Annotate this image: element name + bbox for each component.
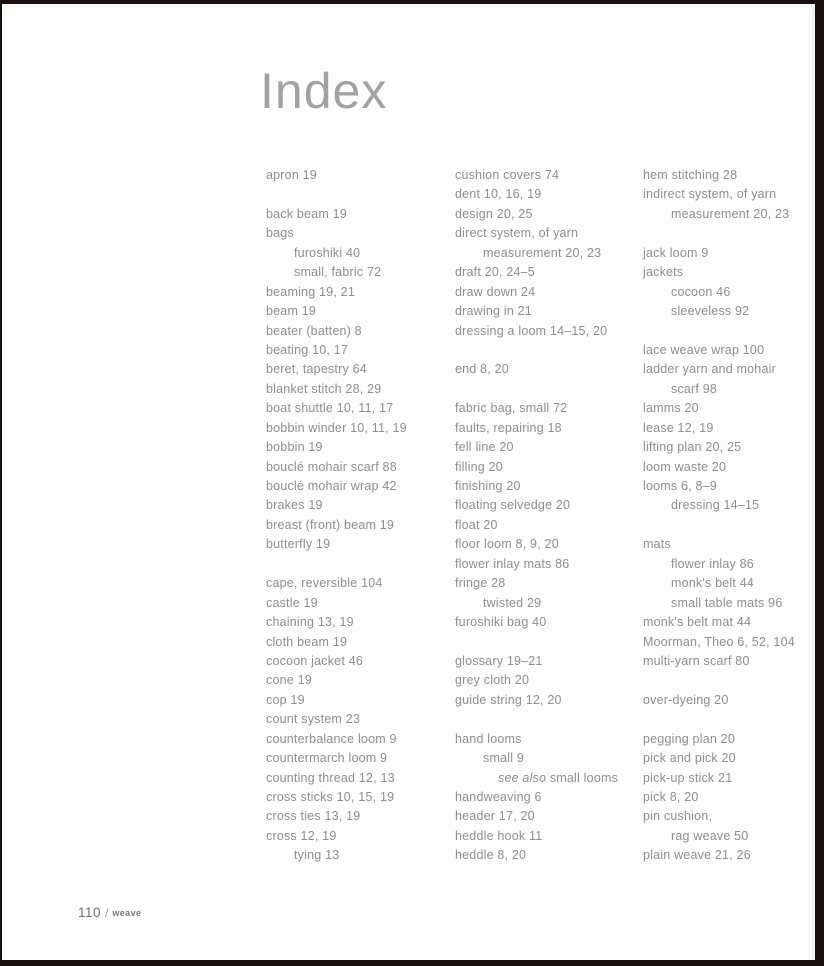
blank-line: [455, 380, 641, 399]
index-entry: pick and pick 20: [643, 751, 736, 766]
blank-line: [643, 322, 824, 341]
index-entry: cop 19: [266, 692, 305, 707]
index-entry: hand looms: [455, 731, 522, 746]
index-entry: pegging plan 20: [643, 731, 735, 746]
index-entry: heddle 8, 20: [455, 848, 527, 863]
index-column: [643, 166, 824, 866]
index-entry: furoshiki bag 40: [455, 615, 547, 630]
page-footer: [78, 904, 141, 922]
index-entry: filling 20: [455, 459, 503, 474]
index-entry: draft 20, 24–5: [455, 265, 535, 280]
index-entry: breast (front) beam 19: [266, 517, 395, 532]
index-entry: measurement 20, 23: [483, 245, 602, 260]
index-entry: bags: [266, 226, 294, 241]
index-entry: pick-up stick 21: [643, 770, 733, 785]
index-entry: over-dyeing 20: [643, 692, 729, 707]
index-entry: furoshiki 40: [294, 245, 361, 260]
index-entry: finishing 20: [455, 479, 521, 493]
blank-line: [455, 341, 641, 360]
index-entry: dent 10, 16, 19: [455, 187, 542, 202]
index-entry: boat shuttle 10, 11, 17: [266, 401, 394, 416]
index-entry: sleeveless 92: [671, 304, 750, 319]
book-title: weave: [112, 908, 142, 918]
index-entry: scarf 98: [671, 381, 718, 396]
index-entry: small 9: [483, 751, 524, 766]
index-entry: chaining 13, 19: [266, 615, 354, 630]
index-entry: multi-yarn scarf 80: [643, 653, 750, 668]
index-entry: design 20, 25: [455, 206, 533, 221]
index-entry: cloth beam 19: [266, 634, 348, 649]
index-entry: pin cushion,: [643, 809, 713, 824]
index-entry: lifting plan 20, 25: [643, 440, 742, 455]
blank-line: [266, 185, 452, 204]
index-entry: lace weave wrap 100: [643, 342, 765, 357]
index-entry: bouclé mohair wrap 42: [266, 479, 397, 493]
index-entry: jackets: [643, 265, 684, 280]
index-entry: cocoon 46: [671, 284, 731, 299]
index-entry: lamms 20: [643, 401, 699, 416]
index-entry: plain weave 21, 26: [643, 848, 751, 863]
blank-line: [643, 710, 824, 729]
index-entry: lease 12, 19: [643, 420, 714, 435]
book-page: [2, 4, 815, 960]
index-entry: beating 10, 17: [266, 342, 349, 357]
index-entry: ladder yarn and mohair: [643, 362, 776, 377]
index-entry: hem stitching 28: [643, 168, 738, 182]
index-entry: beret, tapestry 64: [266, 362, 367, 377]
blank-line: [455, 633, 641, 652]
index-entry: faults, repairing 18: [455, 420, 562, 435]
index-entry: dressing a loom 14–15, 20: [455, 323, 608, 338]
index-entry: fabric bag, small 72: [455, 401, 568, 416]
index-entry: beater (batten) 8: [266, 323, 362, 338]
index-entry: drawing in 21: [455, 304, 532, 319]
index-entry: fringe 28: [455, 576, 506, 591]
index-entry: cape, reversible 104: [266, 576, 383, 591]
index-entry: count system 23: [266, 712, 361, 727]
index-entry: bobbin 19: [266, 440, 323, 455]
index-entry: loom waste 20: [643, 459, 727, 474]
index-entry: jack loom 9: [643, 245, 709, 260]
blank-line: [643, 516, 824, 535]
index-entry: cross ties 13, 19: [266, 809, 361, 824]
index-entry: Moorman, Theo 6, 52, 104: [643, 634, 795, 649]
page-title: Index: [260, 63, 388, 119]
index-entry: butterfly 19: [266, 537, 331, 552]
index-entry: float 20: [455, 517, 498, 532]
index-entry: blanket stitch 28, 29: [266, 381, 382, 396]
index-entry: measurement 20, 23: [671, 206, 790, 221]
index-entry: see also small looms: [498, 770, 619, 785]
index-entry: brakes 19: [266, 498, 323, 513]
index-entry: dressing 14–15: [671, 498, 760, 513]
footer-separator: /: [105, 906, 109, 920]
index-entry: cushion covers 74: [455, 168, 560, 182]
index-entry: cross sticks 10, 15, 19: [266, 790, 395, 804]
index-entry: back beam 19: [266, 206, 347, 221]
blank-line: [266, 555, 452, 574]
blank-line: [643, 224, 824, 243]
index-entry: flower inlay mats 86: [455, 556, 570, 571]
index-column: [266, 166, 452, 866]
index-entry: rag weave 50: [671, 828, 749, 843]
index-entry: beaming 19, 21: [266, 284, 355, 299]
index-column: [455, 166, 641, 866]
index-entry: grey cloth 20: [455, 673, 530, 688]
index-entry: monk's belt mat 44: [643, 615, 752, 630]
index-entry: mats: [643, 537, 671, 552]
index-entry: indirect system, of yarn: [643, 187, 777, 202]
index-entry: glossary 19–21: [455, 653, 543, 668]
index-entry: small table mats 96: [671, 595, 783, 610]
index-entry: heddle hook 11: [455, 828, 543, 843]
index-entry: small, fabric 72: [294, 265, 382, 280]
index-entry: cocoon jacket 46: [266, 653, 364, 668]
index-entry: twisted 29: [483, 595, 542, 610]
index-entry: header 17, 20: [455, 809, 535, 824]
index-entry: guide string 12, 20: [455, 692, 562, 707]
index-entry: fell line 20: [455, 440, 514, 455]
index-entry: countermarch loom 9: [266, 751, 388, 766]
blank-line: [643, 671, 824, 690]
index-entry: bobbin winder 10, 11, 19: [266, 420, 407, 435]
blank-line: [455, 710, 641, 729]
index-entry: tying 13: [294, 848, 340, 863]
index-entry: floating selvedge 20: [455, 498, 571, 513]
page-number: 110: [78, 905, 102, 920]
index-entry: direct system, of yarn: [455, 226, 579, 241]
index-entry: looms 6, 8–9: [643, 479, 717, 493]
index-entry: end 8, 20: [455, 362, 509, 377]
index-entry: castle 19: [266, 595, 318, 610]
index-entry: flower inlay 86: [671, 556, 754, 571]
index-entry: bouclé mohair scarf 88: [266, 459, 397, 474]
index-entry: pick 8, 20: [643, 790, 699, 804]
index-entry: counterbalance loom 9: [266, 731, 397, 746]
index-entry: handweaving 6: [455, 790, 542, 804]
index-entry: beam 19: [266, 304, 317, 319]
index-entry: draw down 24: [455, 284, 536, 299]
index-entry: apron 19: [266, 168, 317, 182]
index-entry: floor loom 8, 9, 20: [455, 537, 559, 552]
index-entry: cross 12, 19: [266, 828, 337, 843]
index-entry: monk's belt 44: [671, 576, 755, 591]
index-entry: cone 19: [266, 673, 312, 688]
index-entry: counting thread 12, 13: [266, 770, 395, 785]
